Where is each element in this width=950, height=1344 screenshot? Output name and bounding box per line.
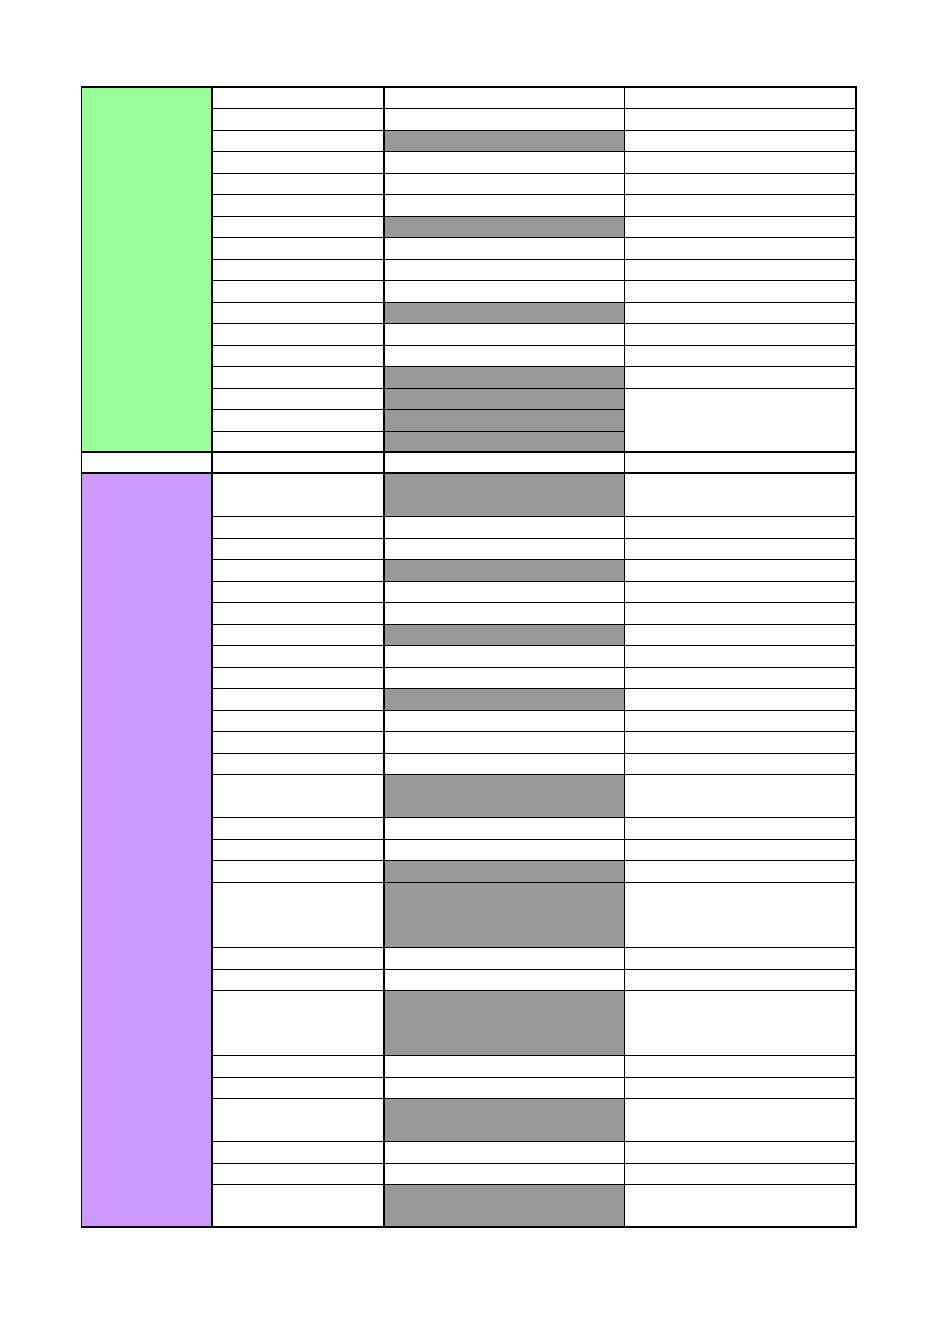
item-name-cell-highlighted xyxy=(384,624,624,645)
item-name-cell xyxy=(384,839,624,860)
code-cell xyxy=(212,108,384,130)
item-name-cell-highlighted xyxy=(384,1098,624,1141)
grid-line xyxy=(855,87,857,1227)
code-cell xyxy=(212,753,384,774)
item-name-cell xyxy=(384,731,624,753)
item-name-cell xyxy=(384,452,624,473)
item-name-cell-highlighted xyxy=(384,688,624,710)
grid-line xyxy=(212,882,857,883)
note-cell-empty xyxy=(624,1098,856,1141)
grid-line xyxy=(212,323,857,324)
note-cell-empty xyxy=(624,108,856,130)
note-cell-empty xyxy=(624,194,856,216)
note-cell-empty xyxy=(624,345,856,366)
note-cell xyxy=(624,688,856,710)
grid-line xyxy=(212,302,857,303)
item-name-cell xyxy=(384,645,624,667)
grid-line xyxy=(212,151,857,152)
code-cell xyxy=(212,860,384,882)
note-cell-empty xyxy=(624,817,856,839)
grid-line xyxy=(212,624,857,625)
note-cell-empty xyxy=(624,667,856,688)
item-name-cell-highlighted xyxy=(384,473,624,516)
grid-line xyxy=(212,130,857,131)
item-name-cell-highlighted xyxy=(384,860,624,882)
note-cell-empty xyxy=(624,237,856,259)
item-name-cell-highlighted xyxy=(384,388,624,409)
item-name-cell xyxy=(384,710,624,731)
grid-line xyxy=(81,86,857,88)
grid-line xyxy=(212,688,857,689)
section-label xyxy=(81,473,212,1227)
grid-line xyxy=(81,1226,857,1228)
code-cell xyxy=(212,990,384,1055)
grid-line xyxy=(212,538,857,539)
grid-line xyxy=(212,259,857,260)
section-label xyxy=(81,452,212,473)
item-name-cell xyxy=(384,280,624,302)
item-name-cell xyxy=(384,1163,624,1184)
code-cell xyxy=(212,194,384,216)
grid-line xyxy=(212,969,857,970)
grid-line xyxy=(212,345,857,346)
code-cell xyxy=(212,237,384,259)
item-name-cell xyxy=(384,1077,624,1098)
note-cell-empty xyxy=(624,1163,856,1184)
note-cell-empty xyxy=(624,366,856,388)
code-cell xyxy=(212,839,384,860)
item-name-cell xyxy=(384,151,624,173)
item-name-cell xyxy=(384,173,624,194)
item-name-cell-highlighted xyxy=(384,1184,624,1227)
code-cell xyxy=(212,731,384,753)
code-cell xyxy=(212,688,384,710)
note-cell-empty xyxy=(624,581,856,602)
item-name-cell-highlighted xyxy=(384,302,624,323)
grid-line xyxy=(212,753,857,754)
code-cell xyxy=(212,366,384,388)
grid-line xyxy=(212,1098,857,1099)
item-name-cell xyxy=(384,259,624,280)
grid-line xyxy=(212,1163,857,1164)
item-name-cell xyxy=(384,947,624,969)
note-cell-empty xyxy=(624,839,856,860)
grid-line xyxy=(212,280,857,281)
item-name-cell xyxy=(384,194,624,216)
item-name-cell xyxy=(384,237,624,259)
note-cell-empty xyxy=(624,753,856,774)
code-cell xyxy=(212,173,384,194)
item-name-cell-highlighted xyxy=(384,409,624,431)
item-name-cell xyxy=(384,667,624,688)
item-name-cell xyxy=(384,969,624,990)
item-name-cell xyxy=(384,87,624,108)
code-cell xyxy=(212,1055,384,1077)
code-cell xyxy=(212,431,384,452)
grid-line xyxy=(212,559,857,560)
item-name-cell xyxy=(384,516,624,538)
note-cell-empty xyxy=(624,969,856,990)
code-cell xyxy=(212,774,384,817)
grid-line xyxy=(212,731,857,732)
grid-line xyxy=(212,839,857,840)
note-cell-empty xyxy=(624,130,856,151)
code-cell xyxy=(212,473,384,516)
note-cell-empty xyxy=(624,323,856,345)
code-cell xyxy=(212,538,384,559)
grid-line xyxy=(212,710,857,711)
code-cell xyxy=(212,409,384,431)
grid-line xyxy=(81,87,82,1227)
grid-line xyxy=(212,581,857,582)
note-cell-empty xyxy=(624,645,856,667)
code-cell xyxy=(212,969,384,990)
item-name-cell xyxy=(384,108,624,130)
item-name-cell xyxy=(384,602,624,624)
grid-line xyxy=(212,602,857,603)
grid-line xyxy=(212,1077,857,1078)
code-cell xyxy=(212,216,384,237)
note-cell-empty xyxy=(624,1055,856,1077)
note-cell-empty xyxy=(624,259,856,280)
grid-line xyxy=(212,173,857,174)
code-cell xyxy=(212,667,384,688)
grid-line xyxy=(212,1141,857,1142)
grid-line xyxy=(212,1184,857,1185)
grid-line xyxy=(212,194,857,195)
item-name-cell xyxy=(384,345,624,366)
grid-line xyxy=(212,667,857,668)
item-name-cell-highlighted xyxy=(384,130,624,151)
note-cell-empty xyxy=(624,151,856,173)
grid-line xyxy=(211,87,213,1227)
note-cell-empty xyxy=(624,216,856,237)
code-cell xyxy=(212,1184,384,1227)
item-name-cell-highlighted xyxy=(384,882,624,947)
note-cell-empty xyxy=(624,882,856,947)
code-cell xyxy=(212,559,384,581)
code-cell xyxy=(212,259,384,280)
grid-line xyxy=(212,516,857,517)
item-name-cell-highlighted xyxy=(384,559,624,581)
item-name-cell xyxy=(384,323,624,345)
grid-line xyxy=(212,774,857,775)
code-cell xyxy=(212,130,384,151)
code-cell xyxy=(212,87,384,108)
grid-line xyxy=(212,645,857,646)
note-cell-empty xyxy=(624,990,856,1055)
note-cell-empty xyxy=(624,87,856,108)
code-cell xyxy=(212,645,384,667)
note-cell-empty xyxy=(624,452,856,473)
note-cell xyxy=(624,388,856,452)
code-cell xyxy=(212,388,384,409)
code-cell xyxy=(212,1141,384,1163)
note-cell xyxy=(624,1184,856,1227)
section-label xyxy=(81,87,212,452)
note-cell-empty xyxy=(624,538,856,559)
code-cell xyxy=(212,581,384,602)
item-name-cell xyxy=(384,581,624,602)
item-name-cell xyxy=(384,1141,624,1163)
note-cell-empty xyxy=(624,602,856,624)
grid-line xyxy=(212,1055,857,1056)
note-cell-empty xyxy=(624,516,856,538)
item-name-cell xyxy=(384,1055,624,1077)
grid-line xyxy=(212,366,857,367)
code-cell xyxy=(212,947,384,969)
code-cell xyxy=(212,602,384,624)
grid-line xyxy=(212,108,857,109)
grid-line xyxy=(624,87,625,1227)
note-cell-empty xyxy=(624,173,856,194)
note-cell-empty xyxy=(624,280,856,302)
item-name-cell-highlighted xyxy=(384,431,624,452)
grid-line xyxy=(383,87,385,1227)
note-cell-empty xyxy=(624,624,856,645)
code-cell xyxy=(212,710,384,731)
note-cell-empty xyxy=(624,860,856,882)
note-cell-empty xyxy=(624,302,856,323)
item-name-cell xyxy=(384,753,624,774)
grid-line xyxy=(212,237,857,238)
code-cell xyxy=(212,151,384,173)
code-cell xyxy=(212,452,384,473)
code-cell xyxy=(212,302,384,323)
grid-line xyxy=(212,817,857,818)
note-cell-empty xyxy=(624,1077,856,1098)
code-cell xyxy=(212,882,384,947)
grid-line xyxy=(212,990,857,991)
grid-line xyxy=(81,472,857,474)
note-cell-empty xyxy=(624,731,856,753)
grid-line xyxy=(212,947,857,948)
note-cell xyxy=(624,473,856,516)
code-cell xyxy=(212,1098,384,1141)
item-name-cell-highlighted xyxy=(384,774,624,817)
item-name-cell xyxy=(384,538,624,559)
grid-line xyxy=(212,860,857,861)
item-name-cell-highlighted xyxy=(384,366,624,388)
code-cell xyxy=(212,624,384,645)
code-cell xyxy=(212,817,384,839)
item-name-cell-highlighted xyxy=(384,216,624,237)
note-cell-empty xyxy=(624,947,856,969)
note-cell-empty xyxy=(624,1141,856,1163)
code-cell xyxy=(212,516,384,538)
code-cell xyxy=(212,1077,384,1098)
note-cell-empty xyxy=(624,710,856,731)
note-cell xyxy=(624,559,856,581)
code-cell xyxy=(212,323,384,345)
code-cell xyxy=(212,345,384,366)
code-cell xyxy=(212,1163,384,1184)
grid-line xyxy=(212,216,857,217)
item-name-cell-highlighted xyxy=(384,990,624,1055)
item-name-cell xyxy=(384,817,624,839)
note-cell xyxy=(624,774,856,817)
code-cell xyxy=(212,280,384,302)
